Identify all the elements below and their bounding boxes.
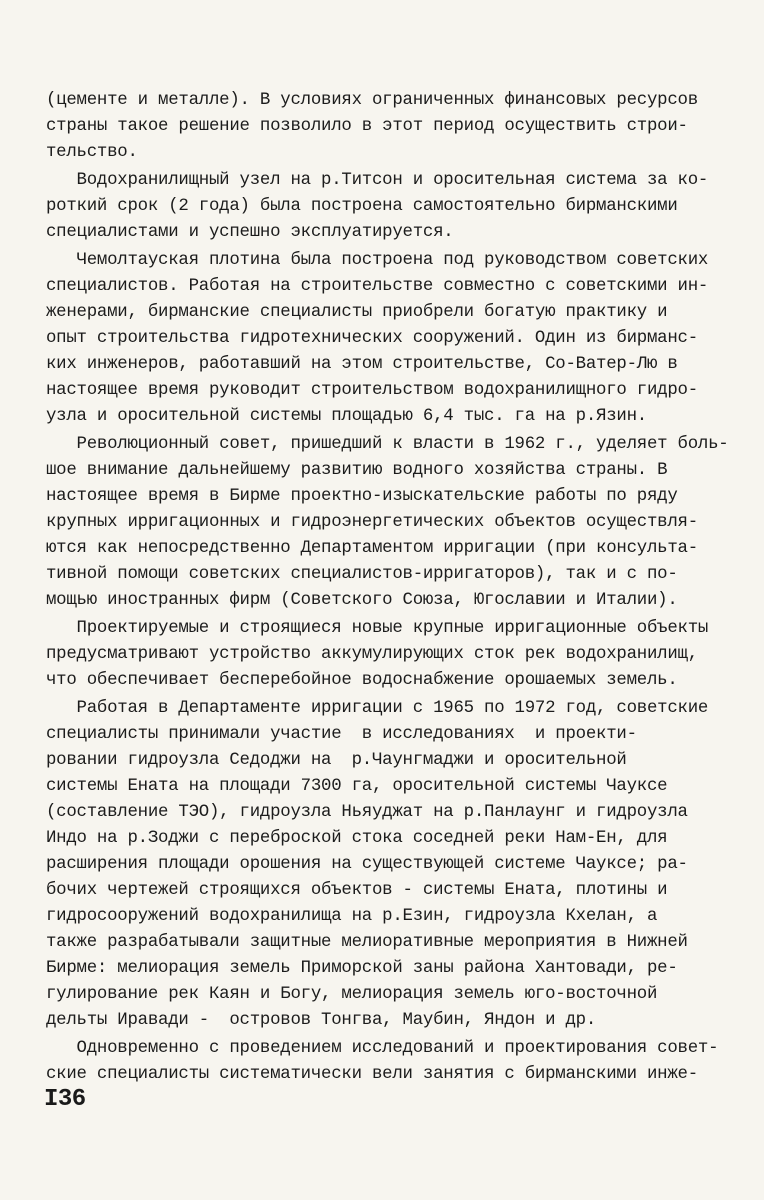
paragraph — [46, 616, 736, 694]
text-line: что обеспечивает бесперебойное водоснабжение орошаемых земель. — [46, 671, 678, 690]
text-line: роткий срок (2 года) была построена самостоятельно бирманскими — [46, 197, 678, 216]
paragraph — [46, 168, 736, 246]
text-line: ких инженеров, работавший на этом строительстве, Со-Ватер-Лю в — [46, 355, 678, 374]
text-line: расширения площади орошения на существующей системе Чауксе; ра- — [46, 855, 688, 874]
text-line: шое внимание дальнейшему развитию водного хозяйства страны. В — [46, 461, 668, 480]
text-line: специалисты принимали участие в исследованиях и проекти- — [46, 725, 637, 744]
text-line: системы Ената на площади 7300 га, оросительной системы Чауксе — [46, 777, 668, 796]
text-line: крупных ирригационных и гидроэнергетических объектов осуществля- — [46, 513, 698, 532]
text-line: женерами, бирманские специалисты приобрели богатую практику и — [46, 303, 668, 322]
text-line: Бирме: мелиорация земель Приморской заны района Хантовади, ре- — [46, 959, 678, 978]
text-line: Революционный совет, пришедший к власти в 1962 г., уделяет боль- — [46, 435, 729, 454]
text-line: также разрабатывали защитные мелиоративные мероприятия в Нижней — [46, 933, 688, 952]
text-line: опыт строительства гидротехнических сооружений. Один из бирманс- — [46, 329, 698, 348]
text-line: специалистов. Работая на строительстве совместно с советскими ин- — [46, 277, 709, 296]
text-line: гулирование рек Каян и Богу, мелиорация земель юго-восточной — [46, 985, 658, 1004]
text-line: Одновременно с проведением исследований и проектирования совет- — [46, 1039, 719, 1058]
text-line: Чемолтауская плотина была построена под руководством советских — [46, 251, 709, 270]
text-line: тивной помощи советских специалистов-ирригаторов), так и с по- — [46, 565, 678, 584]
text-line: (цементе и металле). В условиях ограниченных финансовых ресурсов — [46, 91, 698, 110]
text-line: Индо на р.Зоджи с переброской стока соседней реки Нам-Ен, для — [46, 829, 668, 848]
text-line: мощью иностранных фирм (Советского Союза, Югославии и Италии). — [46, 591, 678, 610]
text-line: ровании гидроузла Седоджи на р.Чаунгмаджи и оросительной — [46, 751, 627, 770]
text-line: бочих чертежей строящихся объектов - системы Ената, плотины и — [46, 881, 668, 900]
text-line: Проектируемые и строящиеся новые крупные ирригационные объекты — [46, 619, 709, 638]
text-line: (составление ТЭО), гидроузла Ньяуджат на р.Панлаунг и гидроузла — [46, 803, 688, 822]
paragraph — [46, 248, 736, 430]
text-line: тельство. — [46, 143, 138, 162]
text-line: страны такое решение позволило в этот период осуществить строи- — [46, 117, 688, 136]
text-line: гидросооружений водохранилища на р.Езин, гидроузла Кхелан, а — [46, 907, 658, 926]
paragraph — [46, 1036, 736, 1088]
paragraph — [46, 432, 736, 614]
text-line: дельты Иравади - островов Тонгва, Маубин, Яндон и др. — [46, 1011, 597, 1030]
paragraph — [46, 696, 736, 1034]
text-line: ские специалисты систематически вели занятия с бирманскими инже- — [46, 1065, 698, 1084]
text-line: предусматривают устройство аккумулирующих сток рек водохранилищ, — [46, 645, 698, 664]
text-line: узла и оросительной системы площадью 6,4 тыс. га на р.Язин. — [46, 407, 647, 426]
text-line: специалистами и успешно эксплуатируется. — [46, 223, 454, 242]
text-line: Водохранилищный узел на р.Титсон и оросительная система за ко- — [46, 171, 709, 190]
text-line: настоящее время руководит строительством водохранилищного гидро- — [46, 381, 698, 400]
text-line: ются как непосредственно Департаментом ирригации (при консульта- — [46, 539, 698, 558]
text-line: настоящее время в Бирме проектно-изыскательские работы по ряду — [46, 487, 678, 506]
paragraph — [46, 88, 736, 166]
text-line: Работая в Департаменте ирригации с 1965 по 1972 год, советские — [46, 699, 709, 718]
page-number: I36 — [44, 1086, 86, 1113]
page-body-text — [46, 88, 736, 1088]
